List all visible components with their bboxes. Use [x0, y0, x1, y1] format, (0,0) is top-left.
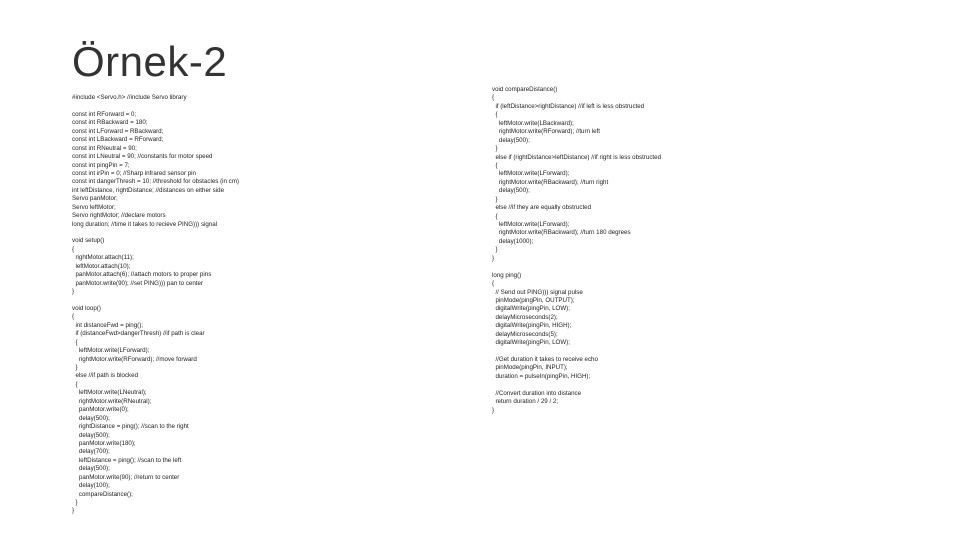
- code-line: duration = pulseIn(pingPin, HIGH);: [492, 372, 591, 380]
- code-line: rightMotor.write(RForward); //turn left: [492, 128, 600, 136]
- code-line: rightMotor.write(RBackward); //turn right: [492, 178, 609, 186]
- code-line: delay(500);: [492, 187, 530, 195]
- code-line: delay(500);: [72, 414, 110, 422]
- code-line: pinMode(pingPin, OUTPUT);: [492, 296, 575, 304]
- code-line: }: [492, 406, 495, 414]
- code-line: panMotor.write(90); //set PING))) pan to center: [72, 279, 204, 287]
- code-line: const int LNeutral = 90; //constants for motor speed: [72, 153, 213, 161]
- code-line: delayMicroseconds(5);: [492, 330, 558, 338]
- code-line: rightMotor.write(RNeutral);: [72, 397, 152, 405]
- code-line: rightMotor.attach(11);: [72, 254, 134, 262]
- code-line: delayMicroseconds(2);: [492, 313, 558, 321]
- code-line: const int RBackward = 180;: [72, 119, 148, 127]
- code-line: Servo panMotor;: [72, 195, 118, 203]
- code-line: Servo leftMotor;: [72, 203, 116, 211]
- code-line: leftMotor.write(LForward);: [72, 347, 150, 355]
- code-line: }: [72, 507, 75, 515]
- code-line: {: [492, 161, 498, 169]
- code-line: panMotor.write(90); //return to center: [72, 473, 180, 481]
- code-line: if (leftDistance>rightDistance) //if left is less obstructed: [492, 102, 645, 110]
- code-line: {: [72, 380, 78, 388]
- code-line: panMotor.write(0);: [72, 406, 129, 414]
- code-line: long ping(): [492, 271, 522, 279]
- code-line: delay(700);: [72, 448, 110, 456]
- code-line: }: [72, 499, 78, 506]
- code-line: [492, 263, 661, 271]
- code-line: leftDistance = ping(); //scan to the left: [72, 456, 182, 464]
- code-line: const int dangerThresh = 10; //threshold for obstacles (in cm): [72, 178, 239, 186]
- code-line: {: [72, 338, 78, 346]
- code-line: leftMotor.attach(10);: [72, 262, 131, 270]
- code-line: {: [492, 111, 498, 119]
- code-block-left: [72, 94, 239, 516]
- code-line: const int RNeutral = 90;: [72, 144, 137, 152]
- code-line: {: [492, 212, 498, 220]
- code-line: int distanceFwd = ping();: [72, 321, 144, 329]
- code-line: }: [492, 145, 498, 153]
- code-line: digitalWrite(pingPin, LOW);: [492, 305, 570, 313]
- code-line: const int LForward = RBackward;: [72, 127, 164, 135]
- code-line: if (distanceFwd>dangerThresh) //if path is clear: [72, 330, 205, 338]
- code-line: }: [72, 364, 78, 371]
- code-line: //Get duration it takes to receive echo: [492, 356, 598, 363]
- code-line: else if (rightDistance>leftDistance) //if right is less obstructed: [492, 153, 662, 161]
- code-line: rightDistance = ping(); //scan to the right: [72, 423, 189, 431]
- code-line: delay(1000);: [492, 237, 534, 245]
- code-line: compareDistance();: [72, 490, 133, 498]
- code-line: }: [492, 254, 495, 262]
- code-line: [72, 297, 239, 305]
- code-line: const int irPin = 0; //Sharp infrared sensor pin: [72, 169, 196, 177]
- code-line: // Send out PING))) signal pulse: [492, 288, 583, 296]
- code-line: delay(100);: [72, 482, 110, 490]
- code-line: const int RForward = 0;: [72, 110, 137, 118]
- code-line: panMotor.write(180);: [72, 439, 136, 447]
- code-line: digitalWrite(pingPin, HIGH);: [492, 322, 572, 330]
- code-line: {: [72, 245, 75, 253]
- code-line: rightMotor.write(RBackward); //turn 180 degrees: [492, 229, 631, 237]
- code-line: digitalWrite(pingPin, LOW);: [492, 339, 570, 347]
- slide-title: Örnek-2: [72, 38, 228, 85]
- code-line: delay(500);: [72, 431, 110, 439]
- code-line: }: [72, 288, 75, 296]
- code-line: void loop(): [72, 304, 101, 312]
- code-line: int leftDistance, rightDistance; //distances on either side: [72, 186, 225, 194]
- code-line: panMotor.attach(6); //attach motors to proper pins: [72, 271, 212, 279]
- code-line: Servo rightMotor; //declare motors: [72, 212, 166, 220]
- code-line: [72, 102, 239, 110]
- code-line: leftMotor.write(LForward);: [492, 170, 570, 178]
- code-line: return duration / 29 / 2;: [492, 398, 559, 406]
- code-line: delay(500);: [72, 465, 110, 473]
- code-line: pinMode(pingPin, INPUT);: [492, 364, 568, 372]
- code-line: //Convert duration into distance: [492, 389, 582, 397]
- code-line: void setup(): [72, 237, 105, 245]
- code-line: delay(500);: [492, 136, 530, 144]
- code-line: }: [492, 195, 498, 203]
- code-line: void compareDistance(): [492, 86, 558, 93]
- code-line: leftMotor.write(LForward);: [492, 221, 570, 228]
- code-line: else //if path is blocked: [72, 372, 139, 380]
- code-line: const int LBackward = RForward;: [72, 136, 164, 144]
- code-line: }: [492, 246, 498, 254]
- code-line: rightMotor.write(RForward); //move forward: [72, 355, 197, 363]
- code-line: [492, 348, 661, 356]
- code-line: {: [492, 280, 495, 288]
- code-block-right: [492, 86, 661, 415]
- code-line: long duration; //time it takes to recieve PING))) signal: [72, 220, 218, 228]
- code-line: {: [72, 313, 75, 321]
- code-line: [72, 229, 239, 237]
- code-line: leftMotor.write(LNeutral);: [72, 389, 147, 397]
- code-line: #include <Servo.h> //include Servo library: [72, 94, 187, 101]
- code-line: {: [492, 94, 495, 102]
- code-line: [492, 381, 661, 389]
- code-line: const int pingPin = 7;: [72, 161, 130, 169]
- code-line: else //if they are equally obstructed: [492, 204, 592, 212]
- code-line: leftMotor.write(LBackward);: [492, 119, 574, 127]
